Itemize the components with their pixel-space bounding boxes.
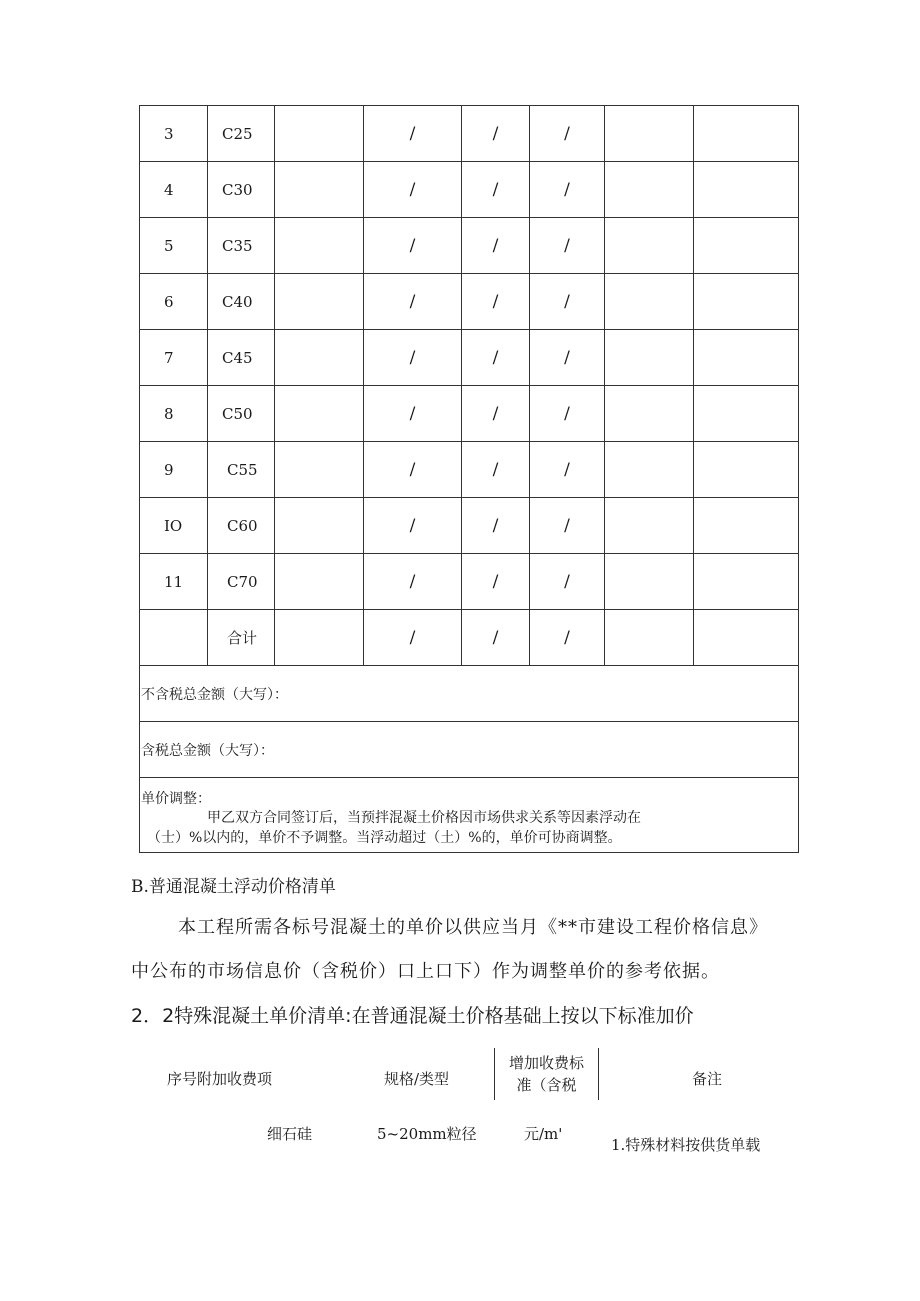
row-cell-empty (275, 498, 364, 554)
row-cell-slash: / (364, 218, 462, 274)
table-row (140, 274, 799, 330)
row-grade: C70 (208, 554, 275, 610)
row-cell-empty (275, 218, 364, 274)
row-cell-empty (275, 386, 364, 442)
row-cell-empty (694, 274, 799, 330)
row-cell-slash: / (462, 554, 530, 610)
row-cell-empty (605, 386, 694, 442)
row-number: 5 (140, 218, 208, 274)
section-22-title: 2．2特殊混凝土单价清单:在普通混凝土价格基础上按以下标准加价 (131, 1005, 694, 1027)
header-fee-box (494, 1048, 599, 1100)
row-number: 7 (140, 330, 208, 386)
row-cell-slash: / (364, 274, 462, 330)
header-fee-line-2: 准（含税 (516, 1076, 577, 1094)
price-adjust-row (140, 778, 799, 853)
row-cell-slash: / (462, 274, 530, 330)
row-cell-empty (275, 330, 364, 386)
row-grade: C30 (208, 162, 275, 218)
table-row (140, 442, 799, 498)
row-cell-slash: / (462, 330, 530, 386)
header-spec: 规格/类型 (384, 1070, 450, 1088)
row-cell-slash: / (364, 554, 462, 610)
row-cell-slash: / (530, 162, 605, 218)
row-number (140, 610, 208, 666)
total-excl-tax-label: 不含税总金额（大写）： (140, 666, 799, 722)
table-row (140, 106, 799, 162)
row-grade: C45 (208, 330, 275, 386)
row-cell-empty (694, 554, 799, 610)
row-cell-slash: / (364, 162, 462, 218)
row-cell-empty (605, 274, 694, 330)
table-row (140, 554, 799, 610)
section-b-para-line-2: 中公布的市场信息价（含税价）口上口下）作为调整单价的参考依据。 (131, 961, 720, 982)
row-number: 11 (140, 554, 208, 610)
total-incl-tax-row (140, 722, 799, 778)
row-cell-slash: / (462, 106, 530, 162)
row1-remark: 1.特殊材料按供货单载 (611, 1136, 761, 1154)
row-grade: C55 (208, 442, 275, 498)
row-cell-slash: / (530, 498, 605, 554)
row-cell-empty (605, 554, 694, 610)
price-table (139, 105, 799, 853)
row-cell-slash: / (364, 498, 462, 554)
row-cell-slash: / (462, 386, 530, 442)
row-cell-empty (694, 442, 799, 498)
table-row (140, 330, 799, 386)
row-cell-slash: / (530, 554, 605, 610)
table-row (140, 610, 799, 666)
price-adjust-body (141, 808, 798, 848)
total-incl-tax-label: 含税总金额（大写）： (140, 722, 799, 778)
row-cell-slash: / (364, 610, 462, 666)
row-grade: C50 (208, 386, 275, 442)
row-number: 9 (140, 442, 208, 498)
row-cell-empty (694, 610, 799, 666)
price-adjust-line-1: 甲乙双方合同签订后，当预拌混凝土价格因市场供求关系等因素浮动在 (207, 810, 641, 826)
row-cell-slash: / (364, 442, 462, 498)
row-cell-slash: / (462, 162, 530, 218)
row-cell-empty (275, 442, 364, 498)
header-fee-line-1: 增加收费标 (508, 1054, 584, 1072)
table-row (140, 162, 799, 218)
row-grade: C60 (208, 498, 275, 554)
row-cell-empty (694, 386, 799, 442)
row-cell-empty (275, 274, 364, 330)
row-cell-slash: / (530, 218, 605, 274)
row-cell-slash: / (462, 442, 530, 498)
header-no-item: 序号附加收费项 (167, 1070, 273, 1088)
row-cell-slash: / (462, 218, 530, 274)
row-cell-empty (694, 330, 799, 386)
table-row (140, 386, 799, 442)
row-grade: C25 (208, 106, 275, 162)
row1-item: 细石硅 (267, 1125, 313, 1143)
row-cell-empty (275, 162, 364, 218)
row-cell-empty (694, 162, 799, 218)
row-cell-empty (275, 610, 364, 666)
row-cell-empty (275, 106, 364, 162)
row-cell-empty (605, 330, 694, 386)
row-cell-slash: / (530, 106, 605, 162)
price-adjust-line-2: （士）%以内的，单价不予调整。当浮动超过（土）%的，单价可协商调整。 (147, 830, 622, 846)
row-cell-empty (694, 218, 799, 274)
row-number: 8 (140, 386, 208, 442)
row-cell-slash: / (364, 106, 462, 162)
row-cell-slash: / (462, 610, 530, 666)
row-cell-slash: / (530, 442, 605, 498)
row-cell-empty (694, 498, 799, 554)
row-cell-slash: / (364, 330, 462, 386)
row1-spec: 5~20mm粒径 (377, 1125, 477, 1143)
row-cell-slash: / (530, 330, 605, 386)
row-grade: C35 (208, 218, 275, 274)
row-grade: C40 (208, 274, 275, 330)
row-number: 4 (140, 162, 208, 218)
row-cell-empty (605, 610, 694, 666)
row-number: 6 (140, 274, 208, 330)
row-cell-slash: / (364, 386, 462, 442)
row1-unit: 元/m' (524, 1125, 563, 1143)
row-cell-empty (605, 442, 694, 498)
row-cell-empty (605, 218, 694, 274)
row-grade: 合计 (208, 610, 275, 666)
row-cell-slash: / (462, 498, 530, 554)
row-cell-slash: / (530, 274, 605, 330)
row-cell-empty (605, 162, 694, 218)
row-number: IO (140, 498, 208, 554)
row-cell-slash: / (530, 610, 605, 666)
header-remark: 备注 (692, 1070, 723, 1088)
row-cell-empty (605, 106, 694, 162)
section-b-title: B.普通混凝土浮动价格清单 (131, 877, 336, 897)
price-adjust-title: 单价调整： (141, 791, 211, 807)
total-excl-tax-row (140, 666, 799, 722)
row-cell-empty (275, 554, 364, 610)
row-cell-slash: / (530, 386, 605, 442)
section-b-para-line-1: 本工程所需各标号混凝土的单价以供应当月《**市建设工程价格信息》 (178, 917, 768, 938)
row-number: 3 (140, 106, 208, 162)
table-row (140, 218, 799, 274)
row-cell-empty (605, 498, 694, 554)
table-row (140, 498, 799, 554)
row-cell-empty (694, 106, 799, 162)
